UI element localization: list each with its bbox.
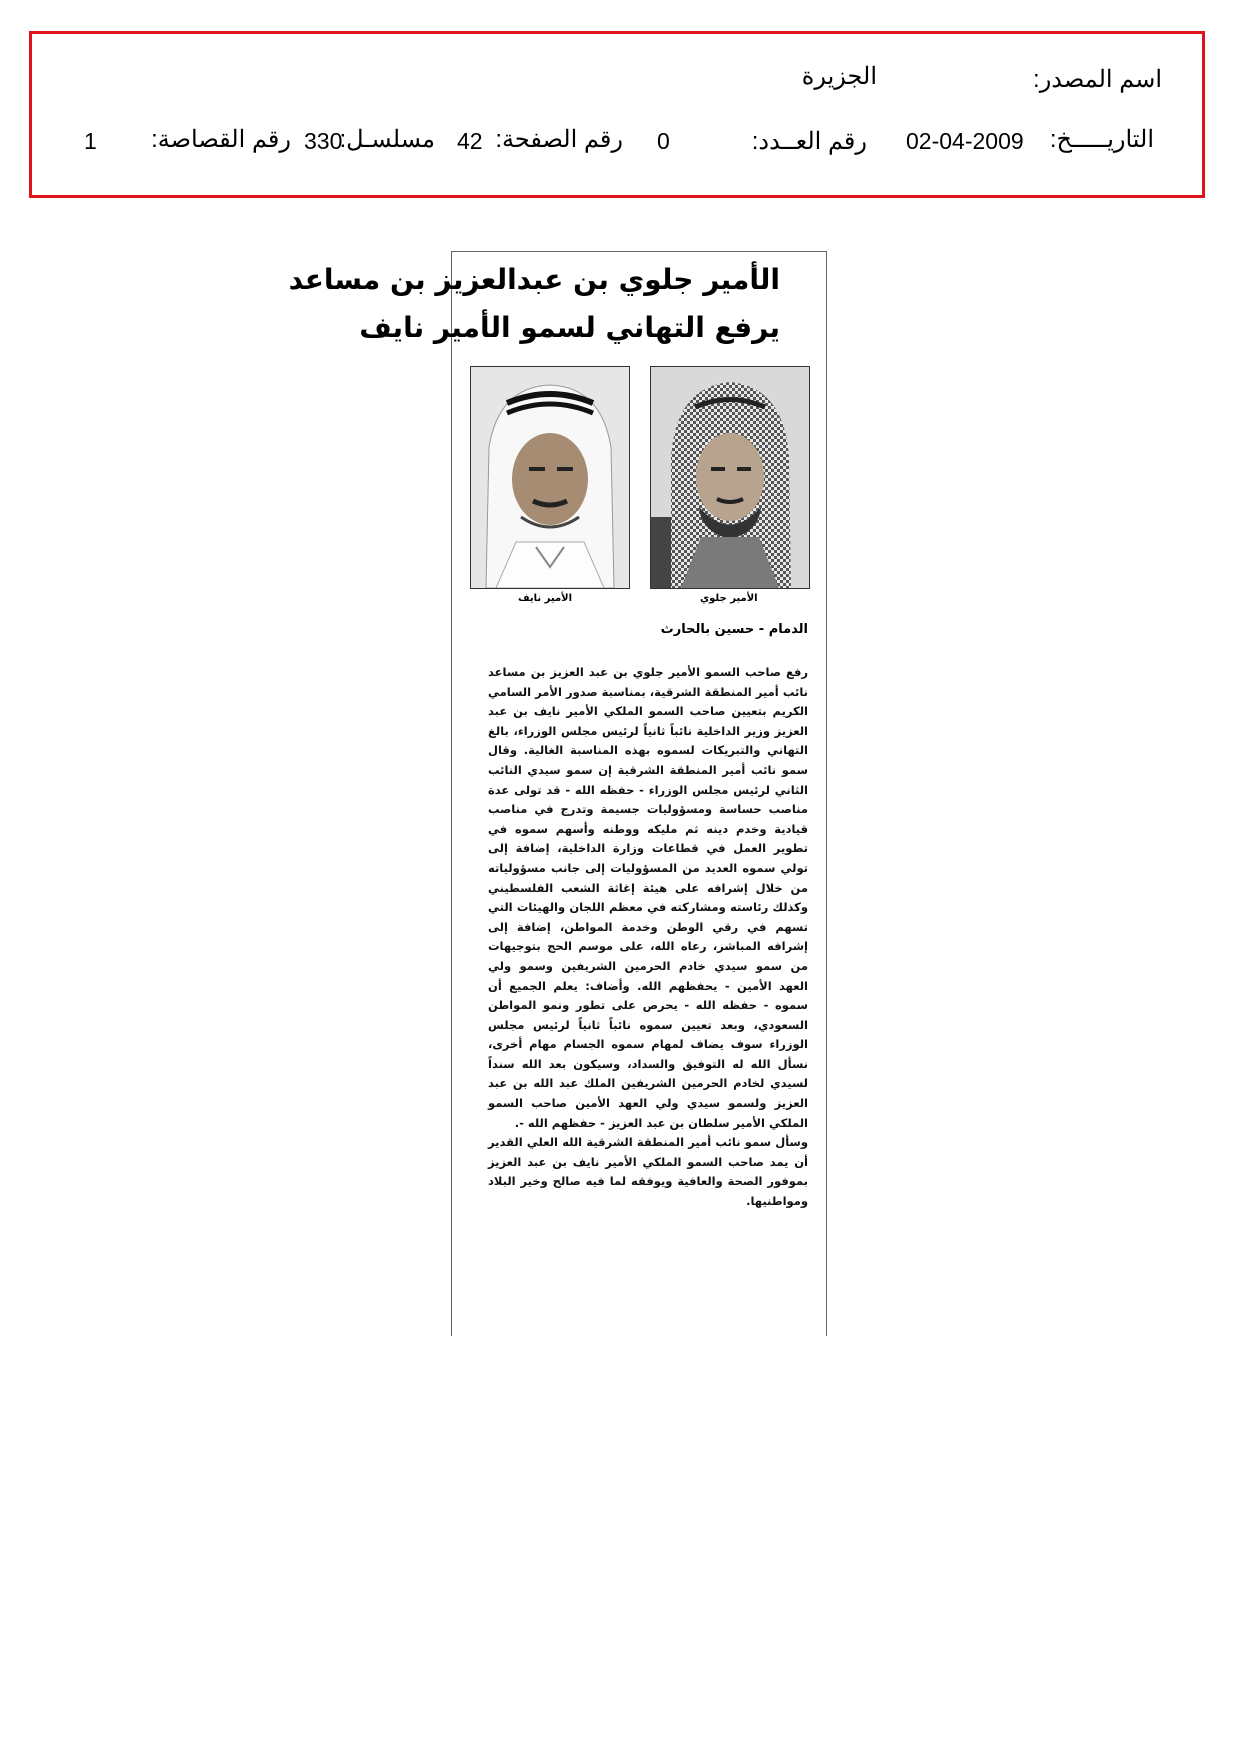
date-label: التاريـــــخ:	[1049, 126, 1154, 153]
newspaper-clipping	[288, 251, 827, 1336]
issue-value: 0	[657, 128, 670, 154]
photo-prince-jalawi	[650, 366, 810, 589]
page-label: رقم الصفحة:	[495, 126, 623, 153]
clip-value: 1	[84, 128, 97, 154]
headline-line-1: الأمير جلوي بن عبدالعزيز بن مساعد	[288, 263, 780, 296]
metadata-header-box	[29, 31, 1205, 198]
serial-label: مسلسـل:	[339, 126, 435, 153]
article-body	[488, 663, 808, 1212]
article-paragraph-2: وسأل سمو نائب أمير المنطقة الشرقية الله العلي القدير أن يمد صاحب السمو الملكي الأمير نايف بن عبد العزيز بموفور الصحة والعافية ويوفقه لما فيه صالح وخير البلاد ومواطنيها.	[488, 1135, 808, 1209]
byline: الدمام - حسين بالحارث	[660, 622, 808, 637]
serial-value: 330	[304, 128, 343, 154]
source-value: الجزيرة	[801, 63, 877, 90]
photo-prince-nayef	[470, 366, 630, 589]
issue-label: رقم العــدد:	[751, 128, 867, 155]
portrait-nayef-image	[471, 367, 629, 588]
caption-prince-nayef: الأمير نايف	[518, 593, 573, 604]
date-value: 02-04-2009	[906, 128, 1024, 154]
portrait-jalawi-image	[651, 367, 809, 588]
clip-label: رقم القصاصة:	[151, 126, 291, 153]
article-paragraph-1: رفع صاحب السمو الأمير جلوي بن عبد العزيز بن مساعد نائب أمير المنطقة الشرقية، بمناسبة صدور الأمر السامي الكريم بتعيين صاحب السمو الملكي الأمير نايف بن عبد العزيز وزير الداخلية نائباً ثانياً لرئيس مجلس الوزراء، بالغ التهاني والتبريكات لسموه بهذه المناسبة الغالية. وقال سمو نائب أمير المنطقة الشرقية إن سمو سيدي النائب الثاني لرئيس مجلس الوزراء - حفظه الله - قد تولى عدة مناصب حساسة ومسؤوليات جسيمة وتدرج في مناصب قيادية وخدم دينه ثم مليكه ووطنه وأسهم سموه في تطوير العمل في قطاعات وزارة الداخلية، إضافة إلى تولي سموه العديد من المسؤوليات إلى جانب مسؤولياته من خلال إشرافه على هيئة إغاثة الشعب الفلسطيني وكذلك رئاسته ومشاركته في معظم اللجان والهيئات التي تسهم في رقي الوطن وخدمة المواطن، إضافة إلى إشرافه المباشر، رعاه الله، على موسم الحج بتوجيهات من سمو سيدي خادم الحرمين الشريفين وسمو ولي العهد الأمين - يحفظهم الله. وأضاف: يعلم الجميع أن سموه - حفظه الله - يحرص على تطور ونمو المواطن السعودي، وبعد تعيين سموه نائباً ثانياً لرئيس مجلس الوزراء سوف يضاف لمهام سموه الجسام مهام أخرى، نسأل الله له التوفيق والسداد، وسيكون بعد الله سنداً لسيدي لخادم الحرمين الشريفين الملك عبد الله بن عبد العزيز ولسمو سيدي ولي العهد الأمين صاحب السمو الملكي الأمير سلطان بن عبد العزيز - حفظهم الله -.	[488, 665, 808, 1130]
headline-line-2: يرفع التهاني لسمو الأمير نايف	[359, 311, 780, 344]
caption-prince-jalawi: الأمير جلوي	[700, 593, 758, 604]
source-label: اسم المصدر:	[1033, 66, 1162, 93]
page-value: 42	[457, 128, 483, 154]
